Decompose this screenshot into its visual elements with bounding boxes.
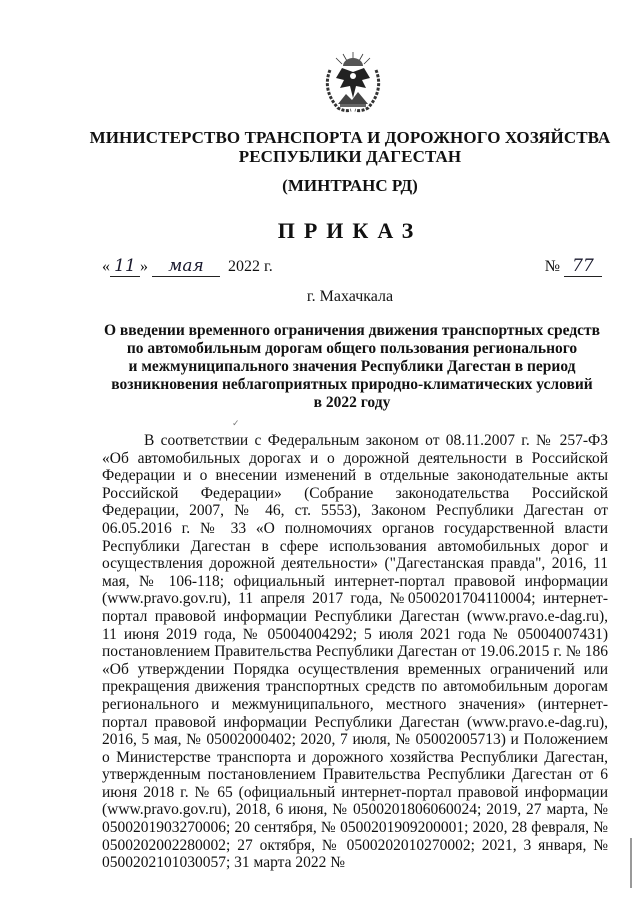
scan-mark-icon: ✓ bbox=[232, 418, 240, 428]
subject-line: в 2022 году bbox=[313, 394, 391, 411]
date-day-handwritten: 11 bbox=[110, 256, 140, 277]
subject-line: по автомобильным дорогам общего пользования регионального bbox=[126, 340, 578, 357]
date-year: 2022 г. bbox=[228, 258, 273, 275]
order-dateline bbox=[102, 256, 602, 280]
ministry-short-name: (МИНТРАНС РД) bbox=[282, 176, 418, 195]
date-month-handwritten: мая bbox=[152, 256, 220, 277]
subject-line: возникновения неблагоприятных природно-климатических условий bbox=[111, 376, 593, 393]
coat-of-arms-emblem-icon bbox=[318, 50, 388, 116]
ministry-name-line2: РЕСПУБЛИКИ ДАГЕСТАН bbox=[238, 147, 462, 166]
subject-line: О введении временного ограничения движения транспортных средств bbox=[103, 322, 601, 339]
order-number bbox=[545, 256, 602, 277]
order-date bbox=[102, 256, 273, 277]
date-close-quote: » bbox=[140, 258, 148, 275]
scan-edge-line bbox=[630, 838, 632, 888]
order-city: г. Махачкала bbox=[306, 288, 394, 305]
order-subject bbox=[102, 322, 602, 412]
number-prefix: № bbox=[544, 258, 560, 275]
date-open-quote: « bbox=[102, 258, 110, 275]
ministry-name-line1: МИНИСТЕРСТВО ТРАНСПОРТА И ДОРОЖНОГО ХОЗЯЙСТВА bbox=[89, 128, 611, 147]
body-paragraph: В соответствии с Федеральным законом от 08.11.2007 г. № 257-ФЗ «Об автомобильных дорогах и о дорожной деятельности в Российской Федерации и о внесении изменений в отдельные законодательные акты Российской Федерации» (Собрание законодательства Российской Федерации, 2007, № 46, ст. 5553), Законом Республики Дагестан от 06.05.2016 г. № 33 «О полномочиях органов государственной власти Республики Дагестан в сфере использования автомобильных дорог и осуществления дорожной деятельности» ("Дагестанская правда", 2016, 11 мая, № 106-118; официальный интернет-портал правовой информации (www.pravo.gov.ru), 11 апреля 2017 года, №0500201704110004; интернет-портал правовой информации Республики Дагестан (www.pravo.e-dag.ru), 11 июня 2019 года, № 05004004292; 5 июля 2021 года № 05004007431) постановлением Правительства Республики Дагестан от 19.06.2015 г. № 186 «Об утверждении Порядка осуществления временных ограничений или прекращения движения транспортных средств по автомобильным дорогам регионального и межмуниципального, местного значения» (интернет-портал правовой информации Республики Дагестан (www.pravo.e-dag.ru), 2016, 5 мая, № 05002000402; 2020, 7 июля, № 05002005713) и Положением о Министерстве транспорта и дорожного хозяйства Республики Дагестан, утвержденным постановлением Правительства Республики Дагестан от 6 июня 2018 г. № 65 (официальный интернет-портал правовой информации (www.pravo.gov.ru), 2018, 6 июня, № 0500201806060024; 2019, 27 марта, № 0500201903270006; 20 сентября, № 0500201909200001; 2020, 28 февраля, № 0500202002280002; 27 октября, № 0500202010270002; 2021, 3 января, № 0500202101030057; 31 марта 2022 № bbox=[102, 432, 608, 872]
order-title: ПРИКАЗ bbox=[277, 218, 423, 243]
number-handwritten: 77 bbox=[564, 256, 602, 277]
ministry-name bbox=[60, 128, 640, 166]
subject-line: и межмуниципального значения Республики Дагестан в период bbox=[128, 358, 576, 375]
